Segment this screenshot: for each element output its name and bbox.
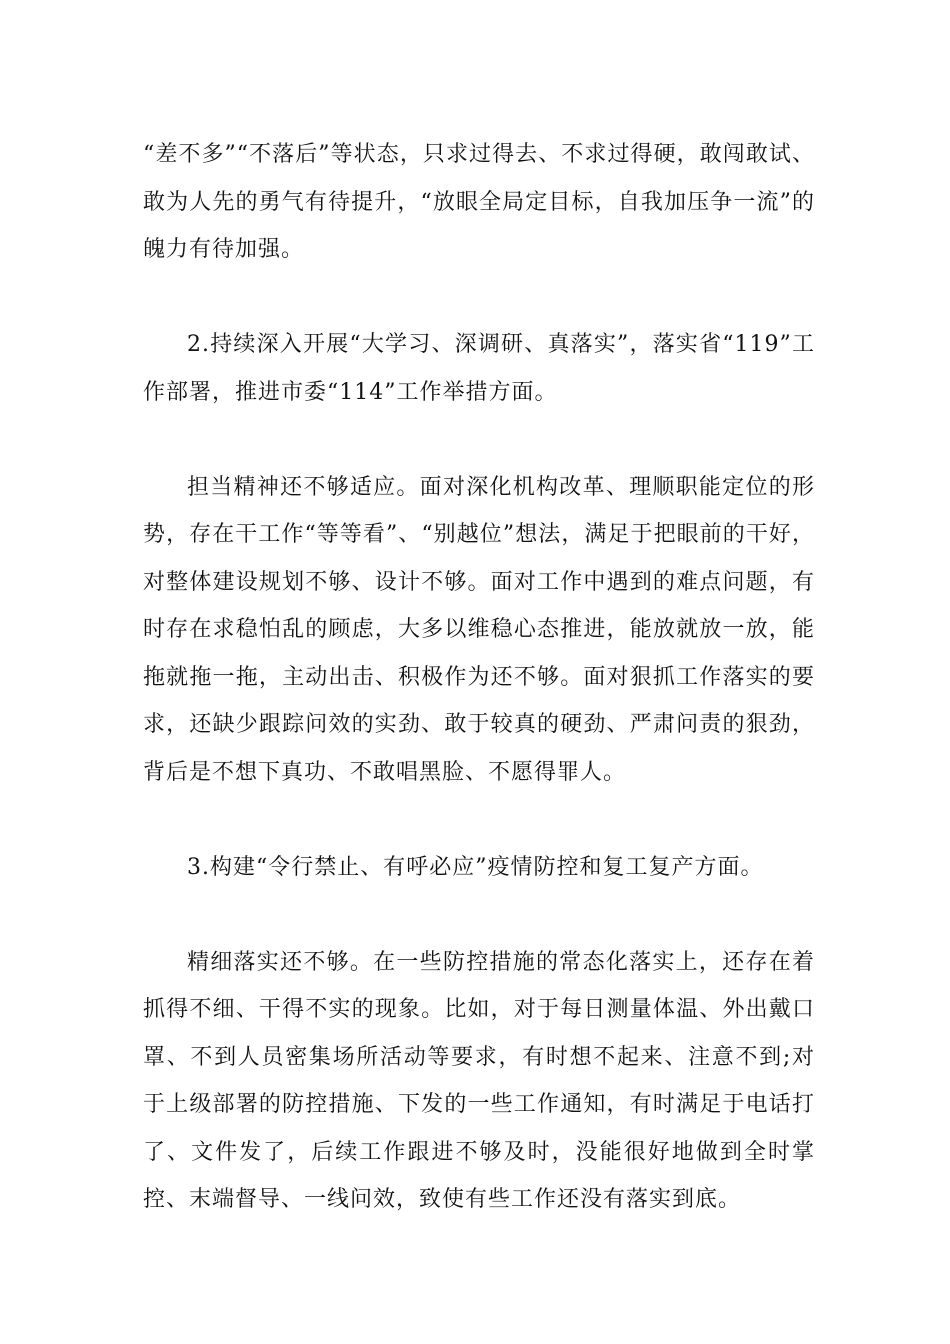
paragraph-continuation: “差不多”“不落后”等状态，只求过得去、不求过得硬，敢闯敢试、敢为人先的勇气有待提升，“放眼全局定目标，自我加压争一流”的魄力有待加强。 bbox=[143, 142, 815, 262]
paragraph-implementation: 精细落实还不够。在一些防控措施的常态化落实上，还存在着抓得不细、干得不实的现象。比如，对于每日测量体温、外出戴口罩、不到人员密集场所活动等要求，有时想不起来、注意不到;对于上级部署的防控措施、下发的一些工作通知，有时满足于电话打了、文件发了，后续工作跟进不够及时，没能很好地做到全时掌控、末端督导、一线问效，致使有些工作还没有落实到底。 bbox=[143, 949, 815, 1212]
document-body bbox=[143, 131, 815, 1224]
paragraph-responsibility: 担当精神还不够适应。面对深化机构改革、理顺职能定位的形势，存在干工作“等等看”、“别越位”想法，满足于把眼前的干好，对整体建设规划不够、设计不够。面对工作中遇到的难点问题，有时存在求稳怕乱的顾虑，大多以维稳心态推进，能放就放一放，能拖就拖一拖，主动出击、积极作为还不够。面对狠抓工作落实的要求，还缺少跟踪问效的实劲、敢于较真的硬劲、严肃问责的狠劲，背后是不想下真功、不敢唱黑脸、不愿得罪人。 bbox=[143, 474, 815, 785]
paragraph-section-3-heading: 3.构建“令行禁止、有呼必应”疫情防控和复工复产方面。 bbox=[187, 854, 764, 880]
paragraph-section-2-heading: 2.持续深入开展“大学习、深调研、真落实”，落实省“119”工作部署，推进市委“114”工作举措方面。 bbox=[143, 332, 815, 405]
